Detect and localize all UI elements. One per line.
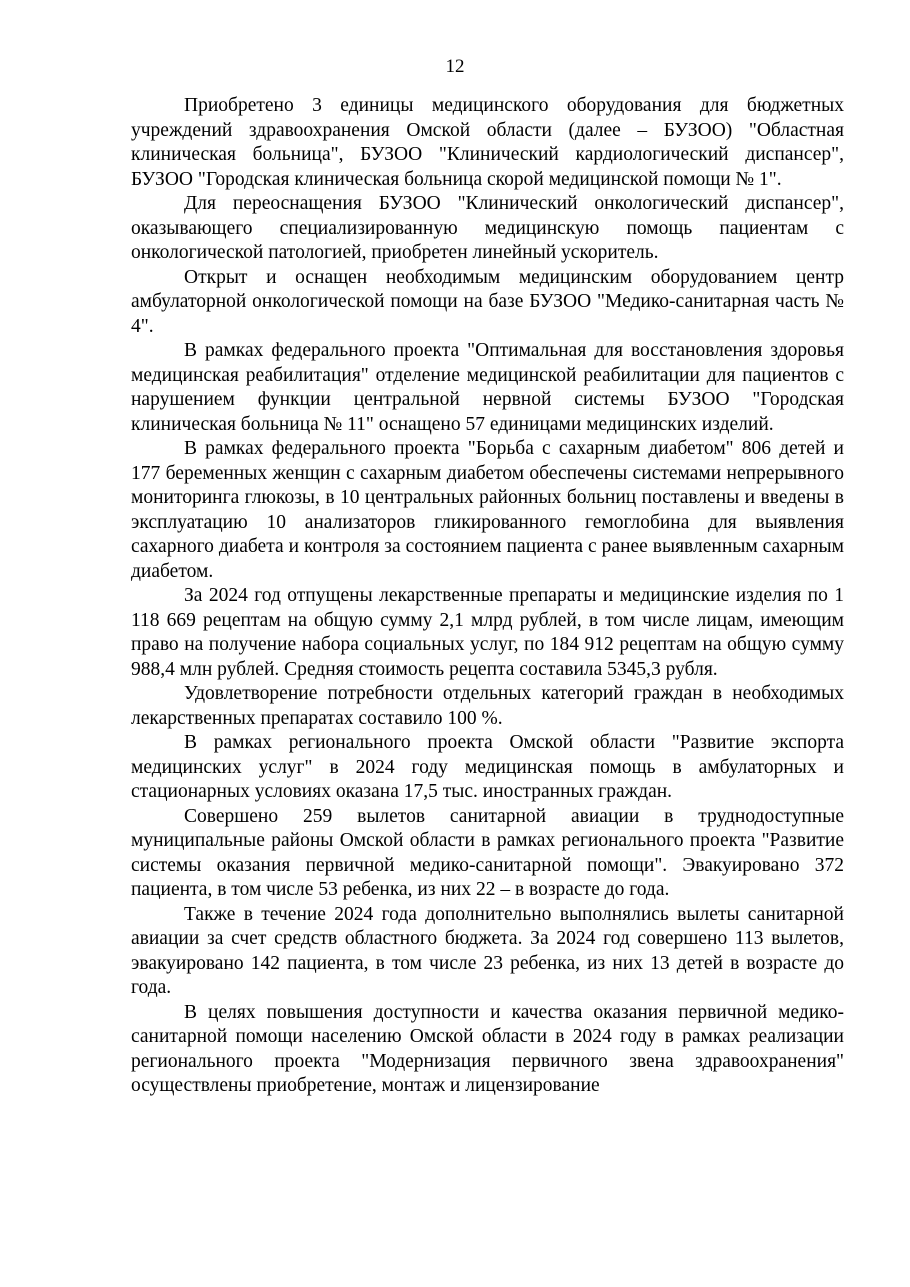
paragraph-drug-provision: Удовлетворение потребности отдельных категорий граждан в необходимых лекарственных препаратах составило 100 %.: [131, 683, 844, 729]
paragraph-linear-accelerator: Для переоснащения БУЗОО "Клинический онкологический диспансер", оказывающего специализированную медицинскую помощь пациентам с онкологической патологией, приобретен линейный ускоритель.: [131, 193, 844, 263]
paragraph-air-ambulance-regional-budget: Также в течение 2024 года дополнительно выполнялись вылеты санитарной авиации за счет средств областного бюджета. За 2024 год совершено 113 вылетов, эвакуировано 142 пациента, в том числе 23 ребенка, из них 13 детей в возрасте до года.: [131, 903, 844, 998]
paragraph-equipment-purchase: Приобретено 3 единицы медицинского оборудования для бюджетных учреждений здравоохранения Омской области (далее – БУЗОО) "Областная клиническая больница", БУЗОО "Клинический кардиологический диспансер", БУЗОО "Городская клиническая больница скорой медицинской помощи № 1".: [131, 95, 844, 190]
paragraph-air-ambulance: Совершено 259 вылетов санитарной авиации в труднодоступные муниципальные районы Омской области в рамках регионального проекта "Развитие системы оказания первичной медико-санитарной помощи". Эвакуировано 372 пациента, в том числе 53 ребенка, из них 22 – в возрасте до года.: [131, 805, 844, 900]
paragraph-primary-care-modernization: В целях повышения доступности и качества оказания первичной медико-санитарной помощи населению Омской области в 2024 году в рамках реализации регионального проекта "Модернизация первичного звена здравоохранения" осуществлены приобретение, монтаж и лицензирование: [131, 1001, 844, 1096]
paragraph-medical-export: В рамках регионального проекта Омской области "Развитие экспорта медицинских услуг" в 2024 году медицинская помощь в амбулаторных и стационарных условиях оказана 17,5 тыс. иностранных граждан.: [131, 732, 844, 802]
paragraph-prescriptions: За 2024 год отпущены лекарственные препараты и медицинские изделия по 1 118 669 рецептам на общую сумму 2,1 млрд рублей, в том числе лицам, имеющим право на получение набора социальных услуг, по 184 912 рецептам на общую сумму 988,4 млн рублей. Средняя стоимость рецепта составила 5345,3 рубля.: [131, 585, 844, 680]
page-number: 12: [445, 56, 465, 77]
paragraph-diabetes: В рамках федерального проекта "Борьба с сахарным диабетом" 806 детей и 177 беременных женщин с сахарным диабетом обеспечены системами непрерывного мониторинга глюкозы, в 10 центральных районных больниц поставлены и введены в эксплуатацию 10 анализаторов гликированного гемоглобина для выявления сахарного диабета и контроля за состоянием пациента с ранее выявленным сахарным диабетом.: [131, 438, 844, 582]
paragraph-oncology-center: Открыт и оснащен необходимым медицинским оборудованием центр амбулаторной онкологической помощи на базе БУЗОО "Медико-санитарная часть № 4".: [131, 266, 844, 337]
paragraph-rehabilitation: В рамках федерального проекта "Оптимальная для восстановления здоровья медицинская реабилитация" отделение медицинской реабилитации для пациентов с нарушением функции центральной нервной системы БУЗОО "Городская клиническая больница № 11" оснащено 57 единицами медицинских изделий.: [131, 340, 844, 435]
document-body: [131, 94, 844, 1099]
